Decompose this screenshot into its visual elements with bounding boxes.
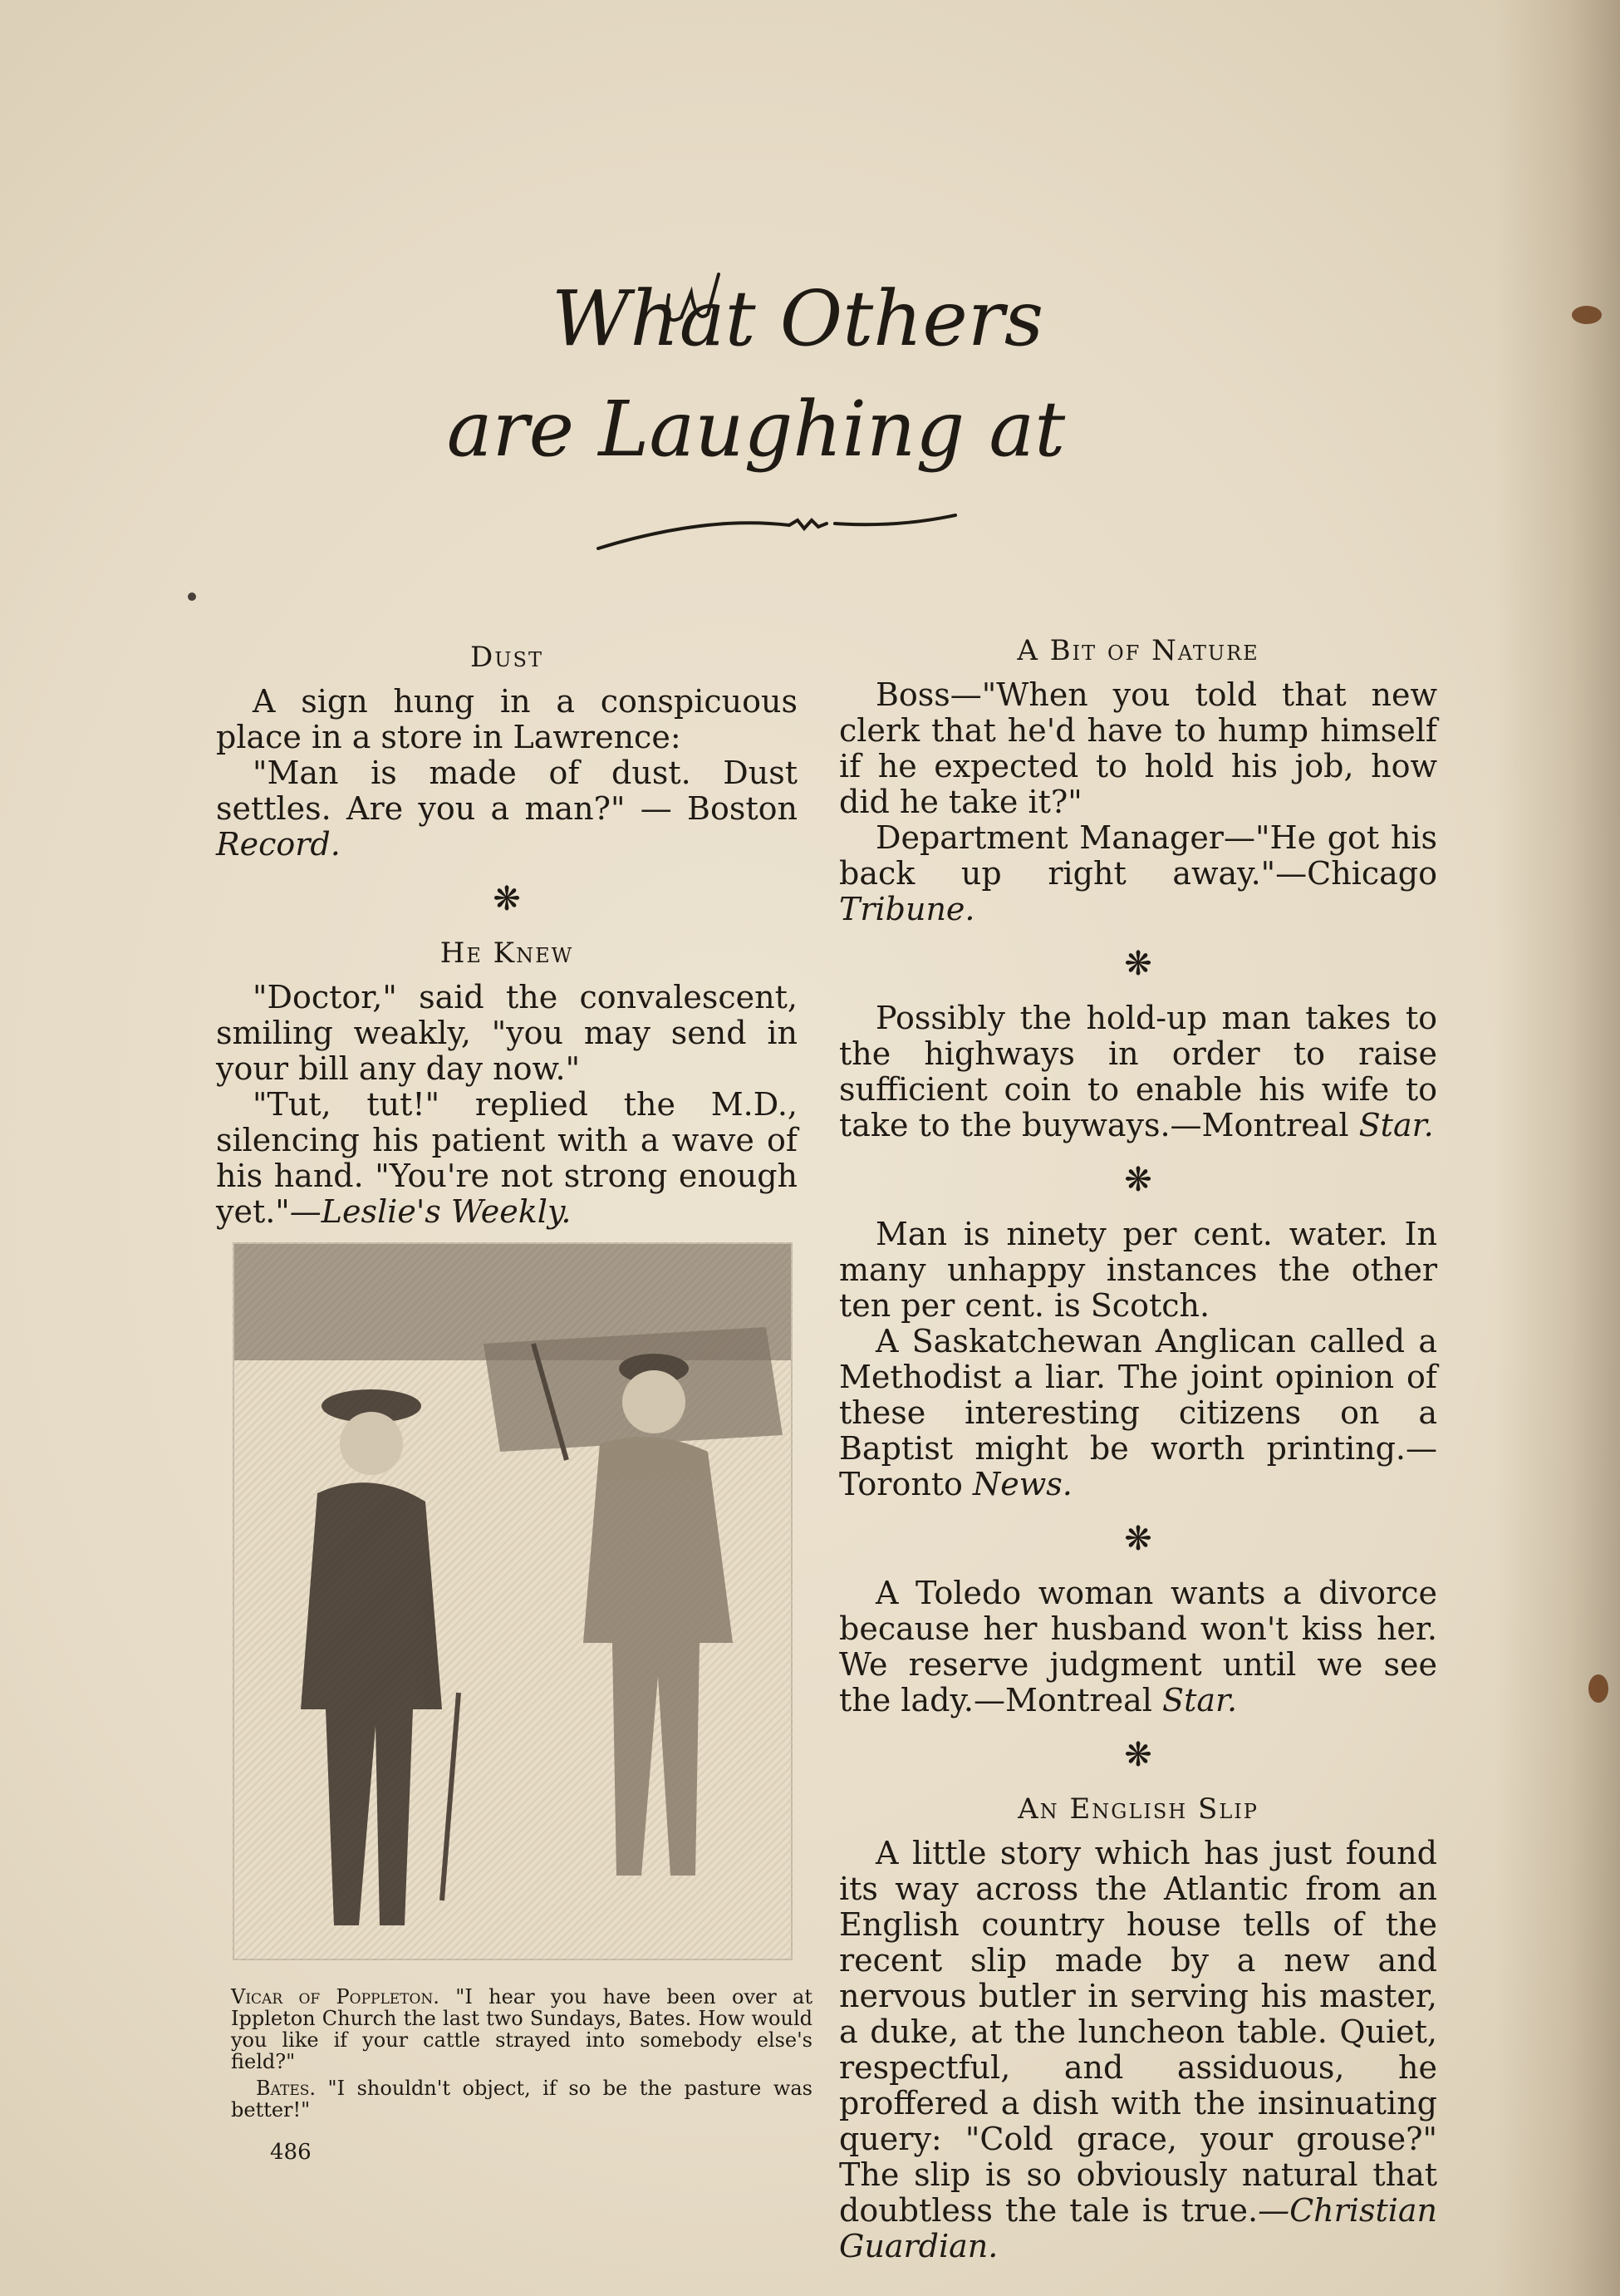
- caption-text-1: "I hear you have been over at Ippleton Church the last two Sundays, Bates. How would you like if your cattle strayed into somebody else's field?": [231, 1985, 813, 2073]
- caption-speaker-2: Bates.: [256, 2077, 317, 2100]
- english-slip-source: —Christian Guardian.: [839, 2192, 1437, 2264]
- nature-paragraph-2: [839, 820, 1437, 927]
- he-knew-paragraph-1: "Doctor," said the convalescent, smiling weakly, "you may send in your bill any day now.": [216, 979, 798, 1087]
- heading-line1: What Others: [551, 274, 1044, 363]
- flourish-zigzag: [789, 520, 827, 529]
- flourish-underline: [598, 523, 789, 548]
- he-knew-source: —Leslie's Weekly.: [289, 1193, 572, 1230]
- toledo-text: A Toledo woman wants a divorce because her husband won't kiss her. We reserve judgment until we see the lady.—Montreal: [839, 1575, 1437, 1718]
- flourish-underline-tail: [835, 515, 955, 524]
- holdup-text: Possibly the hold-up man takes to the highways in order to raise sufficient coin to enable his wife to take to the buyways.—Montreal: [839, 1000, 1437, 1143]
- paper-stain: [1572, 306, 1602, 324]
- left-column: [216, 640, 798, 1230]
- article-title-dust: Dust: [470, 641, 543, 674]
- article-title-english-slip: An English Slip: [1018, 1792, 1259, 1826]
- holdup-source: Star.: [1358, 1107, 1434, 1143]
- right-column: [839, 633, 1437, 2264]
- caption-line-1: [231, 1986, 812, 2072]
- holdup-paragraph: [839, 1001, 1437, 1143]
- caption-speaker-1: Vicar of Poppleton.: [231, 1985, 439, 2008]
- separator-asterism: ❋: [1124, 1161, 1152, 1199]
- water-paragraph-1: Man is ninety per cent. water. In many unhappy instances the other ten per cent. is Scotch.: [839, 1216, 1437, 1324]
- paper-stain: [1588, 1674, 1608, 1703]
- toledo-paragraph: [839, 1576, 1437, 1718]
- water-source: News.: [973, 1466, 1073, 1502]
- farmer-head: [622, 1370, 685, 1433]
- farmer-figure: [583, 1437, 733, 1876]
- dust-source: Record.: [216, 826, 341, 863]
- english-slip-text: A little story which has just found its way across the Atlantic from an English country house tells of the recent slip made by a new and nervous butler in serving his master, a duke, at the luncheon table. Quiet, respectful, and assiduous, he proffered a dish with the insinuating query: "Cold grace, your grouse?" The slip is so obviously natural that doubtless the tale is true.: [839, 1835, 1437, 2229]
- english-slip-paragraph: [839, 1836, 1437, 2264]
- caption-line-2: [231, 2077, 812, 2121]
- illustration-caption: [231, 1986, 812, 2121]
- ink-dot: [188, 592, 196, 601]
- vicar-figure: [301, 1482, 442, 1925]
- toledo-source: Star.: [1162, 1682, 1238, 1718]
- vicar-head: [340, 1412, 403, 1475]
- separator-asterism: ❋: [1124, 1520, 1152, 1558]
- caption-text-2: "I shouldn't object, if so be the pasture was better!": [231, 2077, 812, 2121]
- he-knew-paragraph-2-text: "Tut, tut!" replied the M.D., silencing his patient with a wave of his hand. "You're not strong enough yet.": [216, 1086, 798, 1230]
- heading-line2: are Laughing at: [446, 385, 1066, 474]
- article-title-bit-of-nature: A Bit of Nature: [1017, 634, 1259, 667]
- nature-source: Tribune.: [839, 891, 975, 927]
- handwritten-heading: [432, 241, 1097, 590]
- water-paragraph-2: [839, 1324, 1437, 1502]
- page-spine-shadow: [1495, 0, 1620, 2296]
- separator-asterism: ❋: [1124, 945, 1152, 983]
- page-number: 486: [270, 2140, 312, 2165]
- article-title-he-knew: He Knew: [439, 937, 574, 970]
- dust-paragraph-2: [216, 755, 798, 863]
- dust-paragraph-2-text: "Man is made of dust. Dust settles. Are you a man?" — Boston: [216, 755, 798, 827]
- nature-paragraph-1: Boss—"When you told that new clerk that he'd have to hump himself if he expected to hold his job, how did he take it?": [839, 676, 1437, 820]
- he-knew-paragraph-2: [216, 1087, 798, 1230]
- engraving-illustration: [233, 1242, 793, 1960]
- separator-asterism: ❋: [1124, 1736, 1152, 1774]
- engraving-figures: [234, 1244, 791, 1959]
- dust-paragraph-1: A sign hung in a conspicuous place in a store in Lawrence:: [216, 683, 798, 755]
- nature-paragraph-2-text: Department Manager—"He got his back up right away."—Chicago: [839, 819, 1437, 892]
- water-paragraph-2-text: A Saskatchewan Anglican called a Methodist a liar. The joint opinion of these interesting citizens on a Baptist might be worth printing.—Toronto: [839, 1323, 1437, 1502]
- separator-asterism: ❋: [493, 880, 521, 918]
- walking-stick: [442, 1693, 459, 1900]
